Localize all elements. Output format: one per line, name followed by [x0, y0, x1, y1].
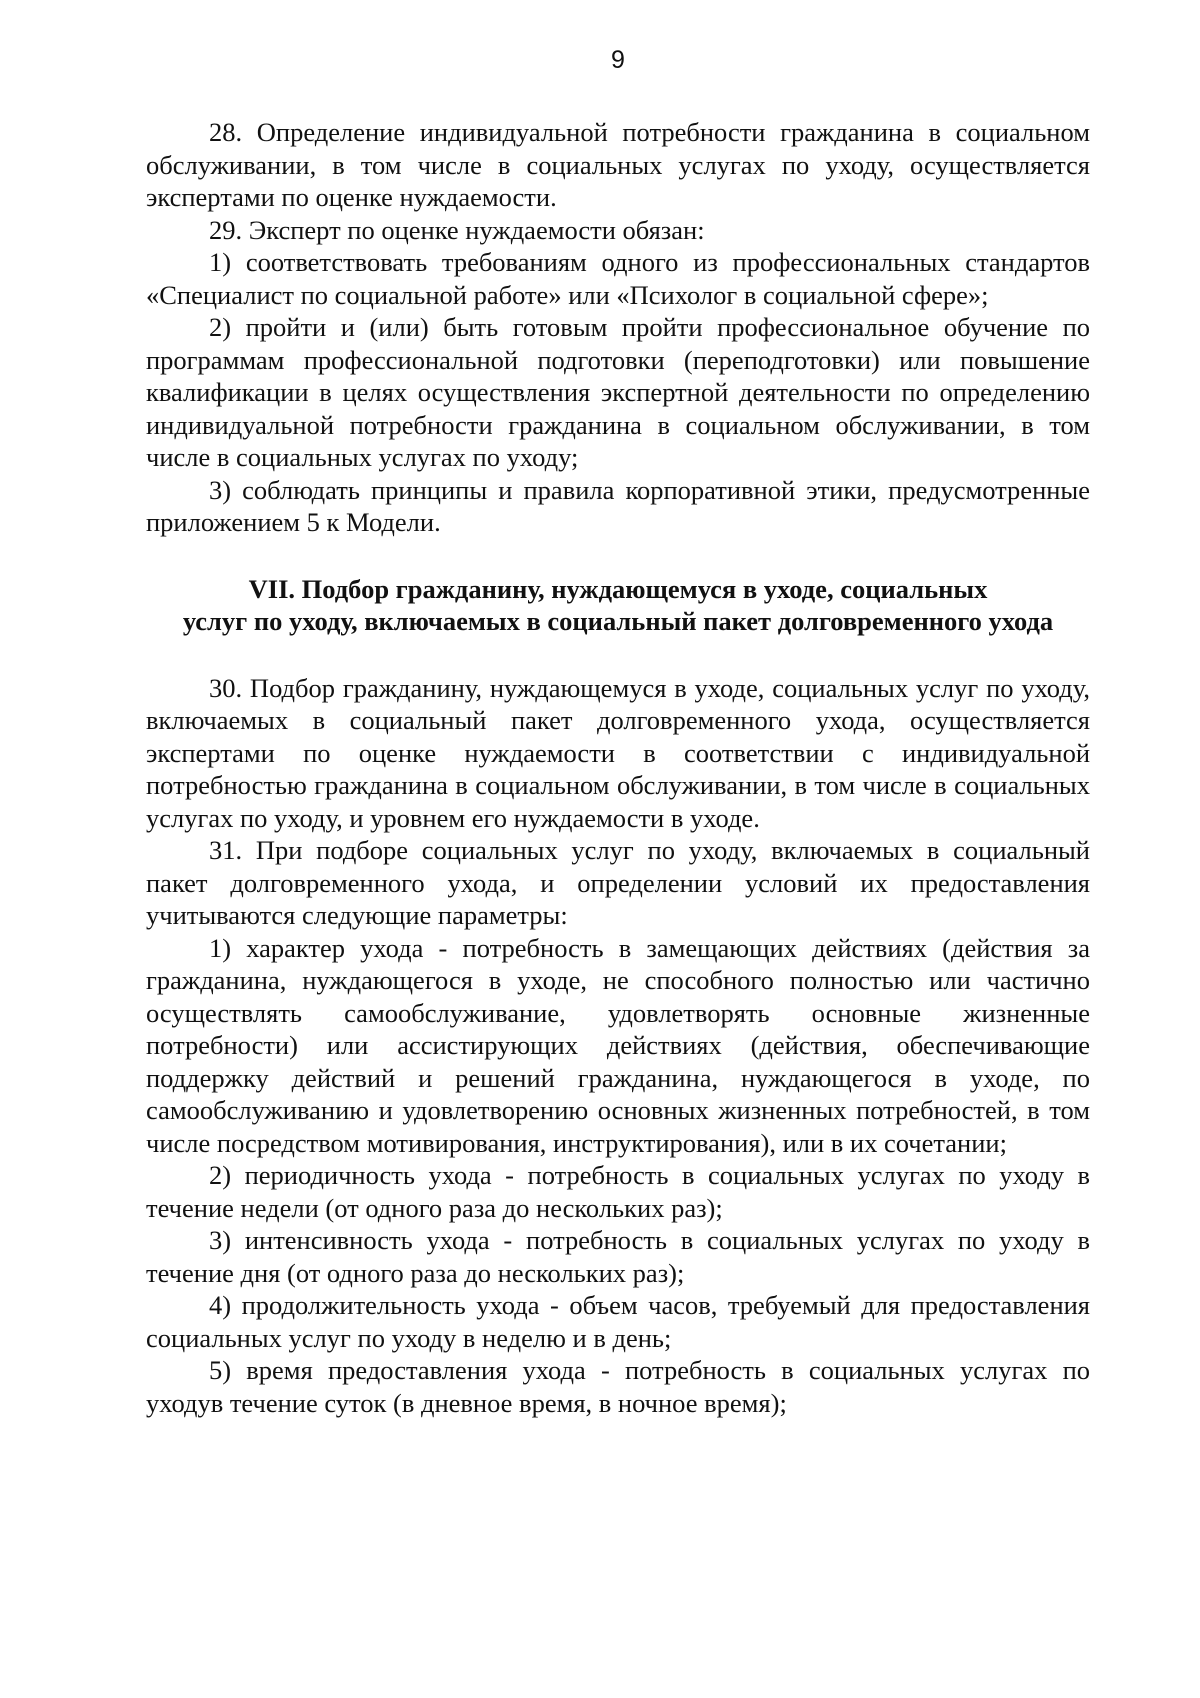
- list-item-31-2: 2) периодичность ухода - потребность в социальных услугах по уходу в течение недели (от одного раза до нескольких раз);: [146, 1160, 1090, 1223]
- list-item-29-3: 3) соблюдать принципы и правила корпоративной этики, предусмотренные приложением 5 к Модели.: [146, 474, 1090, 537]
- paragraph-30: 30. Подбор гражданину, нуждающемуся в уходе, социальных услуг по уходу, включаемых в социальный пакет долговременного ухода, осуществляется экспертами по оценке нуждаемости в соответствии с индивидуальной потребностью гражданина в социальном обслуживании, в том числе в социальных услугах по уходу, и уровнем его нуждаемости в уходе.: [146, 672, 1090, 833]
- page-number: 9: [611, 46, 625, 74]
- list-item-31-4: 4) продолжительность ухода - объем часов, требуемый для предоставления социальных услуг по уходу в неделю и в день;: [146, 1290, 1090, 1353]
- list-item-31-5: 5) время предоставления ухода - потребность в социальных услугах по уходув течение суток (в дневное время, в ночное время);: [146, 1355, 1090, 1418]
- list-item-31-1: 1) характер ухода - потребность в замещающих действиях (действия за гражданина, нуждающегося в уходе, не способного полностью или частично осуществлять самообслуживание, удовлетворять основные жизненные потребности) или ассистирующих действиях (действия, обеспечивающие поддержку действий и решений гражданина, нуждающегося в уходе, по самообслуживанию и удовлетворению основных жизненных потребностей, в том числе посредством мотивирования, инструктирования), или в их сочетании;: [146, 932, 1090, 1158]
- paragraph-29: 29. Эксперт по оценке нуждаемости обязан:: [209, 214, 705, 245]
- list-item-31-3: 3) интенсивность ухода - потребность в социальных услугах по уходу в течение дня (от одного раза до нескольких раз);: [146, 1225, 1090, 1288]
- list-item-29-2: 2) пройти и (или) быть готовым пройти профессиональное обучение по программам профессиональной подготовки (переподготовки) или повышение квалификации в целях осуществления экспертной деятельности по определению индивидуальной потребности гражданина в социальном обслуживании, в том числе в социальных услугах по уходу;: [146, 312, 1090, 472]
- paragraph-28: 28. Определение индивидуальной потребности гражданина в социальном обслуживании, в том числе в социальных услугах по уходу, осуществляется экспертами по оценке нуждаемости.: [146, 117, 1090, 212]
- paragraph-31: 31. При подборе социальных услуг по уходу, включаемых в социальный пакет долговременного ухода, и определении условий их предоставления учитываются следующие параметры:: [146, 835, 1090, 930]
- list-item-29-1: 1) соответствовать требованиям одного из профессиональных стандартов «Специалист по социальной работе» или «Психолог в социальной сфере»;: [146, 247, 1090, 310]
- section-heading-vii: [146, 573, 1090, 638]
- section-heading-line-1: VII. Подбор гражданину, нуждающемуся в уходе, социальных: [248, 573, 988, 604]
- section-heading-line-2: услуг по уходу, включаемых в социальный пакет долговременного ухода: [182, 606, 1054, 636]
